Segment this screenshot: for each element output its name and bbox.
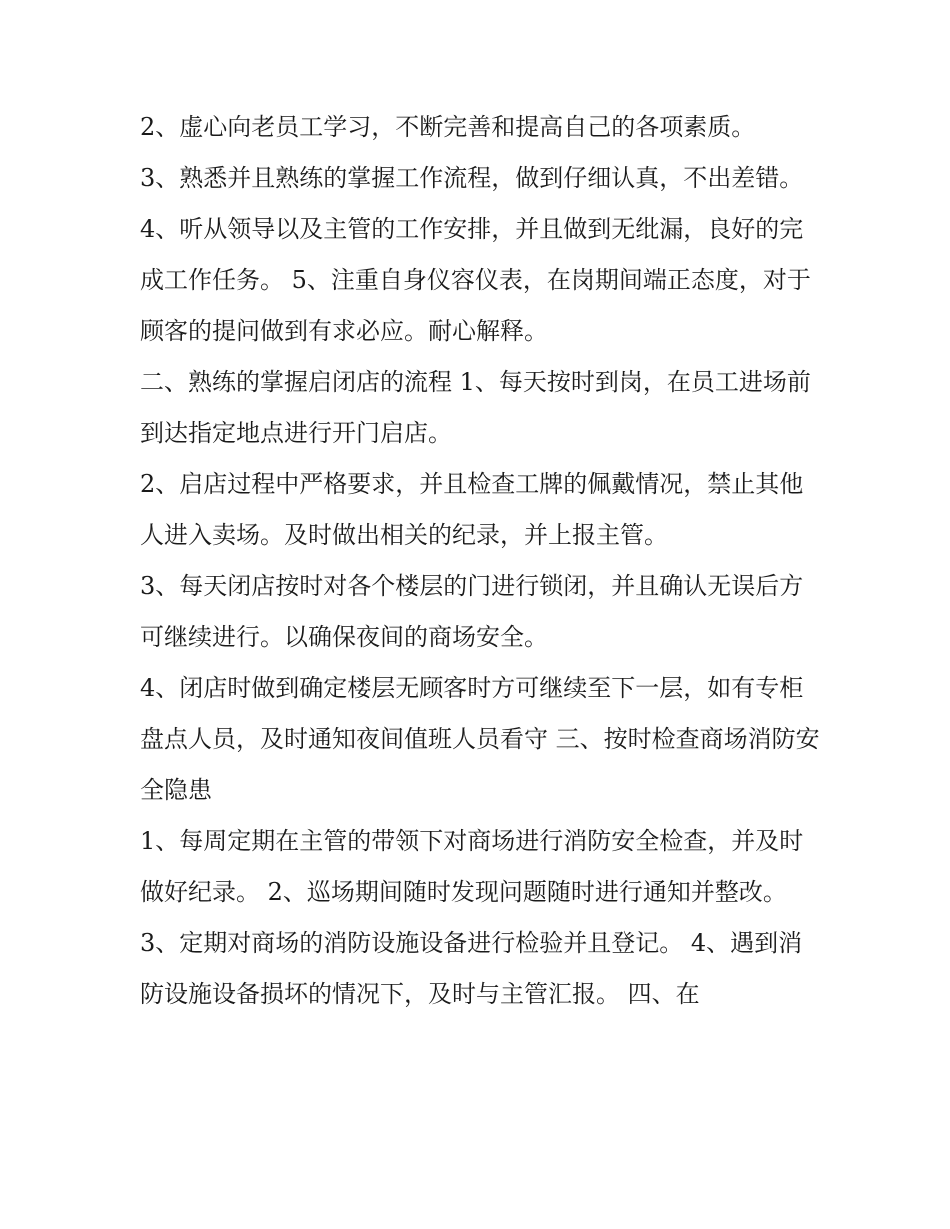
paragraph-item-4-5-obey-appearance: 4、听从领导以及主管的工作安排，并且做到无纰漏，良好的完成工作任务。 5、注重自身仪容仪表，在岗期间端正态度，对于顾客的提问做到有求必应。耐心解释。 <box>140 215 811 345</box>
document-body <box>140 102 820 1020</box>
paragraph-section-2-open-close: 二、熟练的掌握启闭店的流程 1、每天按时到岗，在员工进场前到达指定地点进行开门启店。 <box>140 368 811 447</box>
paragraph-item-1-2-fire-check: 1、每周定期在主管的带领下对商场进行消防安全检查，并及时做好纪录。 2、巡场期间随时发现问题随时进行通知并整改。 <box>140 827 804 906</box>
paragraph-item-3-close-store: 3、每天闭店按时对各个楼层的门进行锁闭，并且确认无误后方可继续进行。以确保夜间的商场安全。 <box>140 572 804 651</box>
paragraph-item-3-4-fire-equipment: 3、定期对商场的消防设施设备进行检验并且登记。 4、遇到消防设施设备损坏的情况下，及时与主管汇报。 四、在 <box>140 929 803 1008</box>
paragraph-item-2-learn: 2、虚心向老员工学习，不断完善和提高自己的各项素质。 <box>140 113 756 141</box>
paragraph-item-4-close-floors: 4、闭店时做到确定楼层无顾客时方可继续至下一层，如有专柜盘点人员，及时通知夜间值班人员看守 三、按时检查商场消防安全隐患 <box>140 674 820 804</box>
paragraph-item-3-workflow: 3、熟悉并且熟练的掌握工作流程，做到仔细认真，不出差错。 <box>140 164 804 192</box>
paragraph-item-2-open-store: 2、启店过程中严格要求，并且检查工牌的佩戴情况，禁止其他人进入卖场。及时做出相关的纪录，并上报主管。 <box>140 470 804 549</box>
